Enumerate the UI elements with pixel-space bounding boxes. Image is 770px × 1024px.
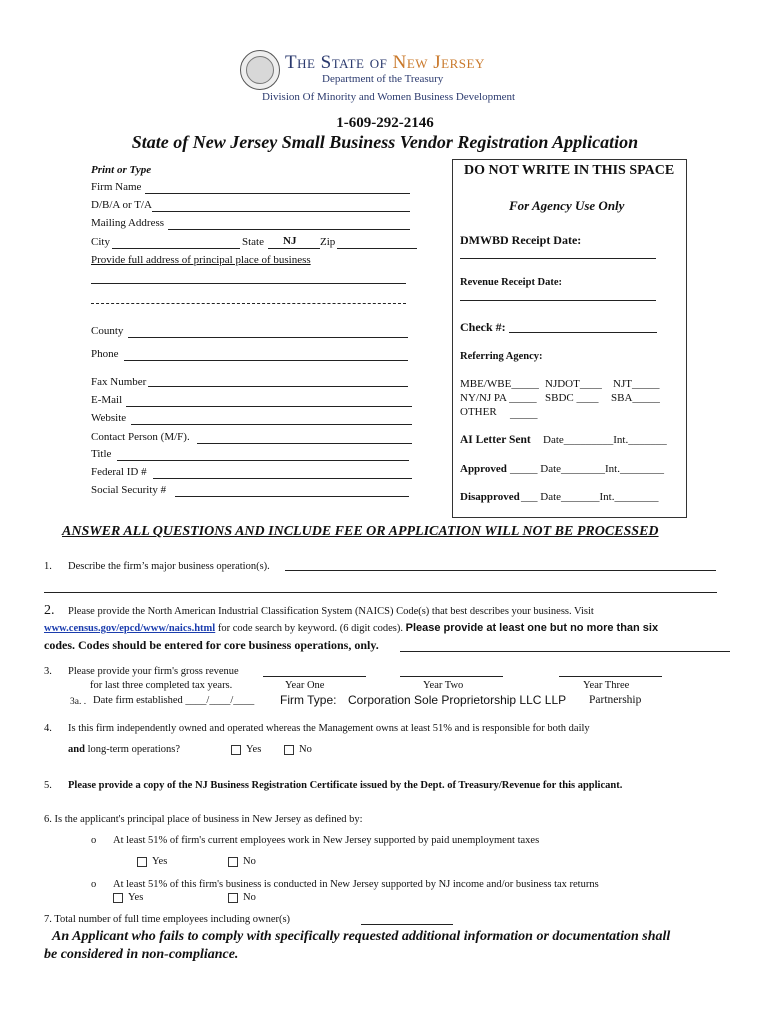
zip-label: Zip [320, 236, 336, 248]
q6a-yes-option[interactable]: Yes [137, 856, 167, 867]
q1-answer-line-2[interactable] [44, 592, 717, 593]
year-two-label: Year Two [423, 680, 464, 691]
federal-id-label: Federal ID # [91, 466, 147, 478]
q6-bullet-a: o [91, 835, 97, 846]
sba-option: SBA_____ [611, 392, 660, 404]
approved-label: Approved [460, 463, 507, 475]
receipt-date-field[interactable] [460, 258, 656, 259]
firm-type-options[interactable]: Corporation Sole Proprietorship LLC LLP [348, 693, 567, 707]
mailing-address-field[interactable] [168, 229, 410, 230]
email-label: E-Mail [91, 394, 123, 406]
q7-answer-field[interactable] [361, 924, 453, 925]
njt-option: NJT_____ [613, 378, 660, 390]
referring-agency-label: Referring Agency: [460, 351, 543, 362]
title-field[interactable] [117, 460, 409, 461]
sbdc-option: SBDC ____ [545, 392, 599, 404]
checkbox-icon [228, 893, 238, 903]
q2-text-a: Please provide the North American Industrial Classification System (NAICS) Code(s) that best describes your business. Visit [68, 606, 594, 617]
phone-number: 1-609-292-2146 [336, 115, 434, 131]
firm-name-label: Firm Name [91, 181, 142, 193]
q3-number: 3. [44, 666, 52, 677]
ai-letter-date: Date_________Int._______ [543, 434, 667, 446]
email-field[interactable] [126, 406, 412, 407]
mbe-wbe-option: MBE/WBE_____ [460, 378, 539, 390]
checkbox-icon [284, 745, 294, 755]
year-three-label: Year Three [583, 680, 630, 691]
firm-name-field[interactable] [145, 193, 410, 194]
q4-text-a: Is this firm independently owned and operated whereas the Management owns at least 51% and is responsible for both daily [68, 723, 590, 734]
checkbox-icon [228, 857, 238, 867]
checkbox-icon [231, 745, 241, 755]
njdot-option: NJDOT____ [545, 378, 602, 390]
check-field[interactable] [509, 332, 657, 333]
partnership-option[interactable]: Partnership [589, 694, 642, 706]
state-title: The State of New Jersey [285, 52, 485, 73]
revenue-receipt-field[interactable] [460, 300, 656, 301]
q5-number: 5. [44, 780, 52, 791]
q7-text: 7. Total number of full time employees including owner(s) [44, 914, 291, 925]
q2-text-c: Please provide at least one but no more than six [405, 622, 659, 634]
dba-label: D/B/A or T/A [91, 199, 152, 211]
q6b-no-option[interactable]: No [228, 892, 256, 903]
naics-link[interactable]: www.census.gov/epcd/www/naics.html [44, 623, 216, 634]
year-one-label: Year One [285, 680, 325, 691]
federal-id-field[interactable] [153, 478, 412, 479]
city-label: City [91, 236, 110, 248]
form-title: State of New Jersey Small Business Vendor Registration Application [131, 132, 639, 152]
q2-text-d: codes. Codes should be entered for core business operations, only. [44, 638, 379, 652]
q6-option-b-text: At least 51% of this firm's business is conducted in New Jersey supported by NJ income and/or business tax returns [113, 879, 599, 890]
fax-field[interactable] [148, 386, 408, 387]
nynj-pa-option: NY/NJ PA _____ [460, 392, 537, 404]
print-or-type-label: Print or Type [91, 164, 152, 176]
q1-number: 1. [44, 561, 52, 572]
q3-text-b: for last three completed tax years. [90, 680, 233, 691]
q3a-number: 3a. . [70, 697, 87, 707]
q6-option-a-text: At least 51% of firm's current employees work in New Jersey supported by paid unemployment taxes [113, 835, 540, 846]
q4-number: 4. [44, 723, 52, 734]
q2-answer-line[interactable] [400, 651, 730, 652]
ssn-label: Social Security # [91, 484, 167, 496]
revenue-receipt-label: Revenue Receipt Date: [460, 277, 563, 288]
compliance-note-line-2: be considered in non-compliance. [44, 947, 239, 962]
city-field[interactable] [112, 248, 240, 249]
compliance-note-line-1: An Applicant who fails to comply with specifically requested additional information or documentation shall [52, 929, 671, 944]
title-label: Title [91, 448, 112, 460]
year-two-field[interactable] [400, 676, 503, 677]
do-not-write-heading: DO NOT WRITE IN THIS SPACE [464, 163, 675, 178]
year-one-field[interactable] [263, 676, 366, 677]
ai-letter-label: AI Letter Sent [460, 434, 531, 446]
q1-answer-line-1[interactable] [285, 570, 716, 571]
website-field[interactable] [131, 424, 412, 425]
state-label: State [242, 236, 264, 248]
disapproved-label: Disapproved [460, 491, 520, 503]
other-line: _____ [510, 408, 538, 420]
other-option: OTHER [460, 406, 497, 418]
nj-state-seal-icon [240, 50, 280, 90]
q3-text-a: Please provide your firm's gross revenue [68, 666, 239, 677]
q3a-text: Date firm established ____/____/____ [93, 695, 255, 706]
phone-field[interactable] [124, 360, 408, 361]
zip-field[interactable] [337, 248, 417, 249]
contact-field[interactable] [197, 443, 412, 444]
check-label: Check #: [460, 320, 506, 334]
q2-number: 2. [44, 603, 55, 618]
q6-text: 6. Is the applicant's principal place of business in New Jersey as defined by: [44, 814, 363, 825]
state-value: NJ [283, 235, 297, 247]
q1-text: Describe the firm’s major business operation(s). [68, 561, 270, 572]
website-label: Website [91, 412, 127, 424]
department-name: Department of the Treasury [322, 73, 444, 85]
q4-and: and [68, 744, 85, 755]
agency-use-label: For Agency Use Only [509, 198, 625, 213]
q2-text-b: for code search by keyword. (6 digit codes). [215, 623, 406, 634]
mailing-address-label: Mailing Address [91, 217, 165, 229]
county-label: County [91, 325, 124, 337]
state-field[interactable] [268, 248, 320, 249]
checkbox-icon [113, 893, 123, 903]
division-name: Division Of Minority and Women Business Development [262, 91, 516, 103]
provide-address-label: Provide full address of principal place of business [91, 254, 311, 266]
q4-no-option[interactable]: No [284, 744, 312, 755]
q6a-no-option[interactable]: No [228, 856, 256, 867]
principal-address-line-1[interactable] [91, 283, 406, 284]
checkbox-icon [137, 857, 147, 867]
contact-label: Contact Person (M/F). [91, 431, 190, 443]
dba-field[interactable] [152, 211, 410, 212]
year-three-field[interactable] [559, 676, 662, 677]
q6b-yes-option[interactable]: Yes [113, 892, 143, 903]
q4-text-b: long-term operations? [84, 744, 180, 755]
q4-yes-option[interactable]: Yes [231, 744, 261, 755]
q5-text: Please provide a copy of the NJ Business Registration Certificate issued by the Dept. of Treasury/Revenue for this applicant. [68, 780, 623, 791]
warning-banner: ANSWER ALL QUESTIONS AND INCLUDE FEE OR APPLICATION WILL NOT BE PROCESSED [62, 524, 659, 539]
county-field[interactable] [128, 337, 408, 338]
approved-date: _____ Date________Int.________ [510, 463, 664, 475]
phone-label: Phone [91, 348, 119, 360]
firm-type-label: Firm Type: [280, 693, 337, 707]
q6-bullet-b: o [91, 879, 97, 890]
receipt-date-label: DMWBD Receipt Date: [460, 233, 582, 247]
principal-address-line-2[interactable] [91, 303, 406, 304]
disapproved-date: ___ Date_______Int.________ [521, 491, 659, 503]
ssn-field[interactable] [175, 496, 409, 497]
fax-label: Fax Number [91, 376, 147, 388]
